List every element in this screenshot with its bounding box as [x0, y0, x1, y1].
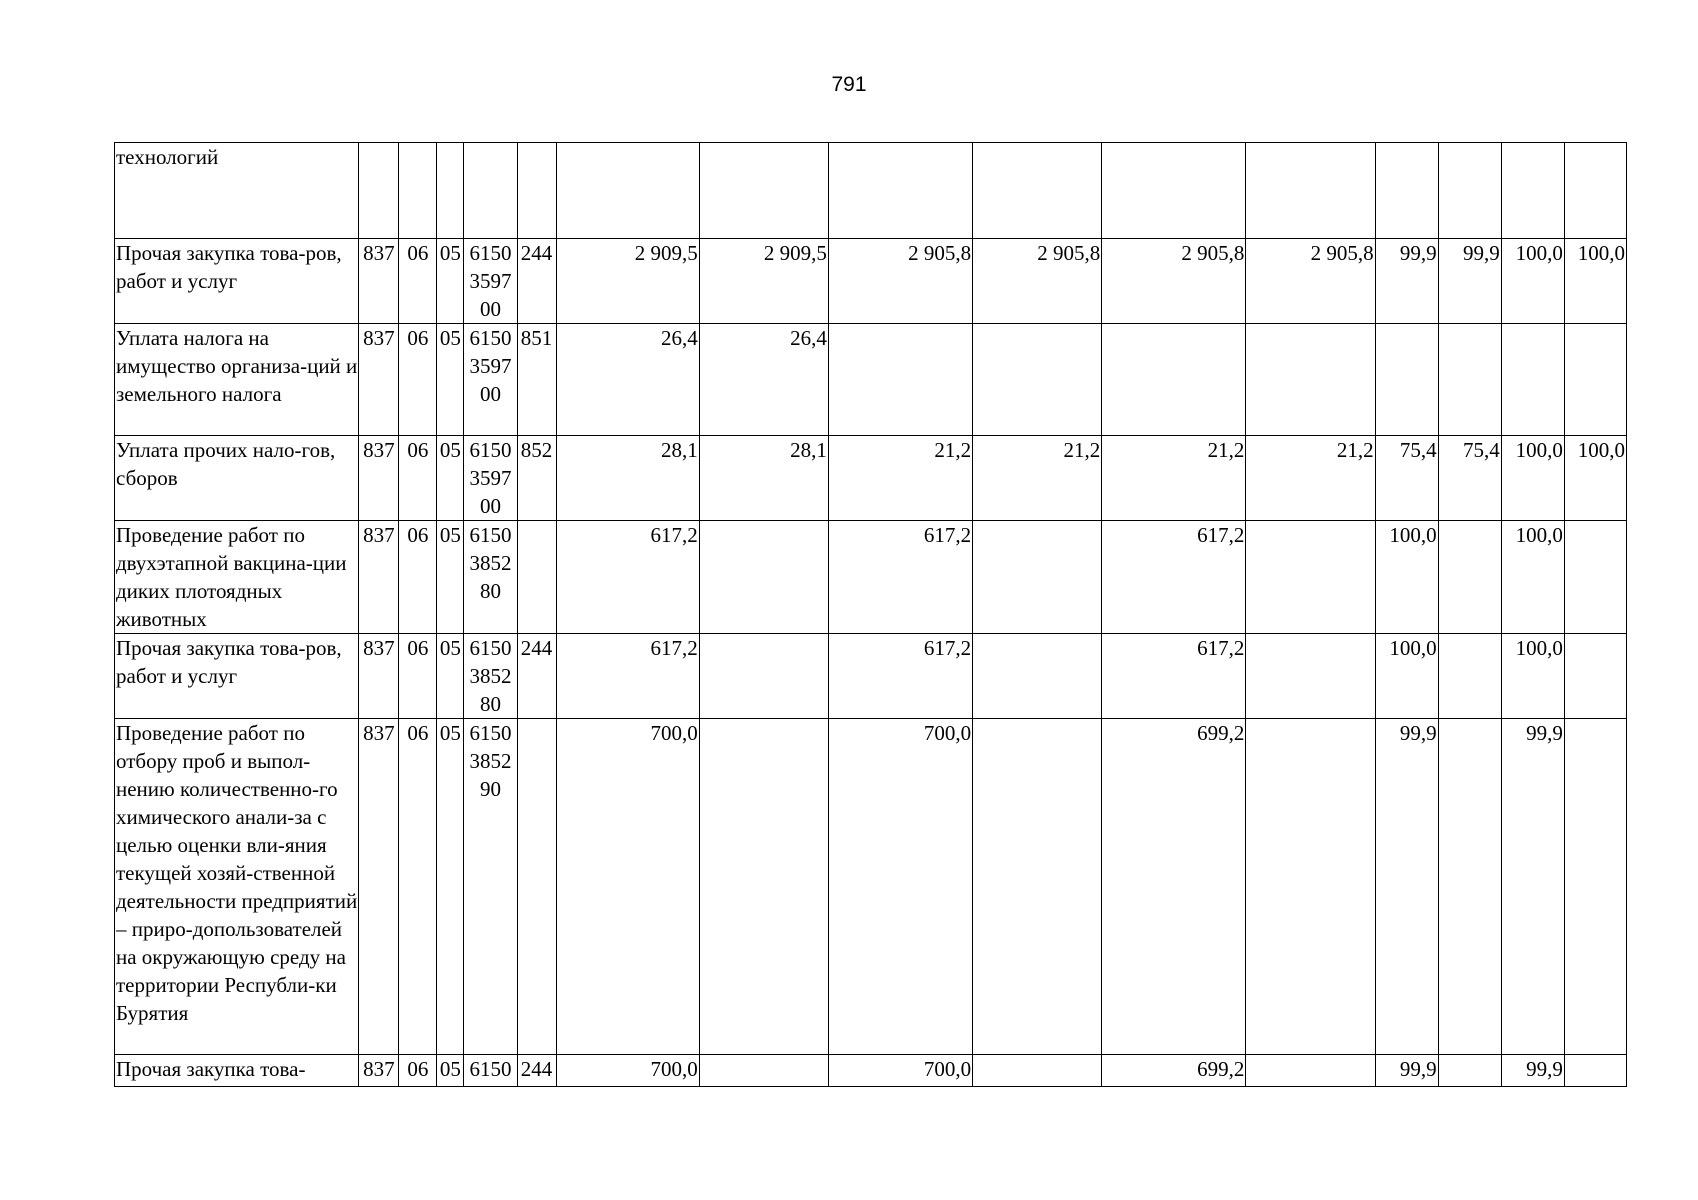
grbs-code-cell: 837 — [359, 634, 399, 719]
amount-cell-6: 21,2 — [1246, 436, 1375, 521]
percent-cell-1: 99,9 — [1375, 239, 1438, 324]
amount-cell-5 — [1102, 143, 1246, 239]
amount-cell-4 — [973, 143, 1102, 239]
amount-cell-1: 700,0 — [556, 719, 699, 1055]
target-item-code-cell: 6150 — [464, 1055, 517, 1087]
amount-cell-2 — [699, 1055, 828, 1087]
amount-cell-4 — [973, 634, 1102, 719]
percent-cell-3: 99,9 — [1501, 1055, 1564, 1087]
percent-cell-3: 100,0 — [1501, 436, 1564, 521]
section-code-cell: 06 — [399, 634, 437, 719]
amount-cell-4 — [973, 324, 1102, 436]
percent-cell-2 — [1438, 719, 1501, 1055]
percent-cell-4 — [1564, 521, 1626, 634]
percent-cell-2: 75,4 — [1438, 436, 1501, 521]
percent-cell-3: 100,0 — [1501, 239, 1564, 324]
percent-cell-3: 100,0 — [1501, 521, 1564, 634]
budget-table — [114, 142, 1627, 1087]
row-name-cell: Прочая закупка това-ров, работ и услуг — [115, 239, 359, 324]
amount-cell-4: 2 905,8 — [973, 239, 1102, 324]
page-number: 791 — [831, 73, 867, 96]
expense-type-code-cell — [517, 143, 556, 239]
subsection-code-cell: 05 — [437, 719, 464, 1055]
amount-cell-2: 26,4 — [699, 324, 828, 436]
row-name-cell: Проведение работ по отбору проб и выпол-нению количественно-го химического анали-за с целью оценки вли-яния текущей хозяй-ственной деятельности предприятий – приро-допользователей на окружающую среду на территории Республи-ки Бурятия — [115, 719, 359, 1055]
expense-type-code-cell — [517, 521, 556, 634]
grbs-code-cell: 837 — [359, 436, 399, 521]
amount-cell-3: 21,2 — [828, 436, 972, 521]
amount-cell-5: 617,2 — [1102, 521, 1246, 634]
row-name-cell: Уплата налога на имущество организа-ций и земельного налога — [115, 324, 359, 436]
grbs-code-cell: 837 — [359, 1055, 399, 1087]
percent-cell-2 — [1438, 634, 1501, 719]
amount-cell-5: 699,2 — [1102, 719, 1246, 1055]
amount-cell-1: 26,4 — [556, 324, 699, 436]
table-row — [115, 719, 1627, 1055]
amount-cell-3: 617,2 — [828, 634, 972, 719]
amount-cell-5: 2 905,8 — [1102, 239, 1246, 324]
percent-cell-4 — [1564, 1055, 1626, 1087]
section-code-cell: 06 — [399, 324, 437, 436]
target-item-code-cell: 6150359700 — [464, 436, 517, 521]
amount-cell-6: 2 905,8 — [1246, 239, 1375, 324]
amount-cell-1: 700,0 — [556, 1055, 699, 1087]
amount-cell-6 — [1246, 1055, 1375, 1087]
percent-cell-4: 100,0 — [1564, 239, 1626, 324]
row-name-cell: Уплата прочих нало-гов, сборов — [115, 436, 359, 521]
target-item-code-cell: 6150385280 — [464, 521, 517, 634]
percent-cell-4 — [1564, 143, 1626, 239]
row-name-cell: технологий — [115, 143, 359, 239]
amount-cell-1 — [556, 143, 699, 239]
target-item-code-cell — [464, 143, 517, 239]
amount-cell-6 — [1246, 143, 1375, 239]
table-row — [115, 521, 1627, 634]
subsection-code-cell — [437, 143, 464, 239]
percent-cell-4 — [1564, 719, 1626, 1055]
percent-cell-2: 99,9 — [1438, 239, 1501, 324]
expense-type-code-cell: 852 — [517, 436, 556, 521]
percent-cell-4 — [1564, 324, 1626, 436]
row-name-cell: Проведение работ по двухэтапной вакцина-ции диких плотоядных животных — [115, 521, 359, 634]
subsection-code-cell: 05 — [437, 521, 464, 634]
target-item-code-cell: 6150359700 — [464, 324, 517, 436]
percent-cell-4 — [1564, 634, 1626, 719]
amount-cell-1: 617,2 — [556, 634, 699, 719]
amount-cell-4: 21,2 — [973, 436, 1102, 521]
amount-cell-3: 2 905,8 — [828, 239, 972, 324]
table-row — [115, 634, 1627, 719]
subsection-code-cell: 05 — [437, 436, 464, 521]
amount-cell-3: 617,2 — [828, 521, 972, 634]
grbs-code-cell: 837 — [359, 239, 399, 324]
percent-cell-1: 75,4 — [1375, 436, 1438, 521]
amount-cell-1: 617,2 — [556, 521, 699, 634]
amount-cell-3: 700,0 — [828, 719, 972, 1055]
subsection-code-cell: 05 — [437, 239, 464, 324]
percent-cell-2 — [1438, 324, 1501, 436]
expense-type-code-cell: 244 — [517, 239, 556, 324]
subsection-code-cell: 05 — [437, 1055, 464, 1087]
expense-type-code-cell — [517, 719, 556, 1055]
target-item-code-cell: 6150385290 — [464, 719, 517, 1055]
amount-cell-4 — [973, 719, 1102, 1055]
percent-cell-1 — [1375, 324, 1438, 436]
amount-cell-5: 699,2 — [1102, 1055, 1246, 1087]
amount-cell-2 — [699, 719, 828, 1055]
percent-cell-1: 100,0 — [1375, 521, 1438, 634]
grbs-code-cell — [359, 143, 399, 239]
table-row — [115, 239, 1627, 324]
row-name-cell: Прочая закупка това-ров, работ и услуг — [115, 634, 359, 719]
amount-cell-5 — [1102, 324, 1246, 436]
amount-cell-2 — [699, 521, 828, 634]
amount-cell-2 — [699, 143, 828, 239]
target-item-code-cell: 6150359700 — [464, 239, 517, 324]
amount-cell-4 — [973, 1055, 1102, 1087]
percent-cell-3: 99,9 — [1501, 719, 1564, 1055]
grbs-code-cell: 837 — [359, 521, 399, 634]
grbs-code-cell: 837 — [359, 324, 399, 436]
percent-cell-1: 99,9 — [1375, 719, 1438, 1055]
amount-cell-5: 617,2 — [1102, 634, 1246, 719]
percent-cell-3: 100,0 — [1501, 634, 1564, 719]
percent-cell-2 — [1438, 1055, 1501, 1087]
percent-cell-1: 100,0 — [1375, 634, 1438, 719]
row-name-cell: Прочая закупка това- — [115, 1055, 359, 1087]
amount-cell-3: 700,0 — [828, 1055, 972, 1087]
percent-cell-1 — [1375, 143, 1438, 239]
expense-type-code-cell: 851 — [517, 324, 556, 436]
table-row — [115, 143, 1627, 239]
amount-cell-4 — [973, 521, 1102, 634]
amount-cell-5: 21,2 — [1102, 436, 1246, 521]
subsection-code-cell: 05 — [437, 324, 464, 436]
amount-cell-6 — [1246, 521, 1375, 634]
amount-cell-1: 28,1 — [556, 436, 699, 521]
amount-cell-2: 2 909,5 — [699, 239, 828, 324]
amount-cell-3 — [828, 143, 972, 239]
percent-cell-4: 100,0 — [1564, 436, 1626, 521]
table-row — [115, 1055, 1627, 1087]
percent-cell-2 — [1438, 521, 1501, 634]
percent-cell-3 — [1501, 324, 1564, 436]
amount-cell-2 — [699, 634, 828, 719]
amount-cell-6 — [1246, 324, 1375, 436]
section-code-cell: 06 — [399, 436, 437, 521]
section-code-cell: 06 — [399, 1055, 437, 1087]
amount-cell-6 — [1246, 719, 1375, 1055]
expense-type-code-cell: 244 — [517, 634, 556, 719]
percent-cell-1: 99,9 — [1375, 1055, 1438, 1087]
expense-type-code-cell: 244 — [517, 1055, 556, 1087]
percent-cell-3 — [1501, 143, 1564, 239]
grbs-code-cell: 837 — [359, 719, 399, 1055]
section-code-cell: 06 — [399, 239, 437, 324]
amount-cell-3 — [828, 324, 972, 436]
section-code-cell — [399, 143, 437, 239]
section-code-cell: 06 — [399, 719, 437, 1055]
table-row — [115, 436, 1627, 521]
amount-cell-6 — [1246, 634, 1375, 719]
amount-cell-2: 28,1 — [699, 436, 828, 521]
table-row — [115, 324, 1627, 436]
amount-cell-1: 2 909,5 — [556, 239, 699, 324]
section-code-cell: 06 — [399, 521, 437, 634]
target-item-code-cell: 6150385280 — [464, 634, 517, 719]
subsection-code-cell: 05 — [437, 634, 464, 719]
percent-cell-2 — [1438, 143, 1501, 239]
